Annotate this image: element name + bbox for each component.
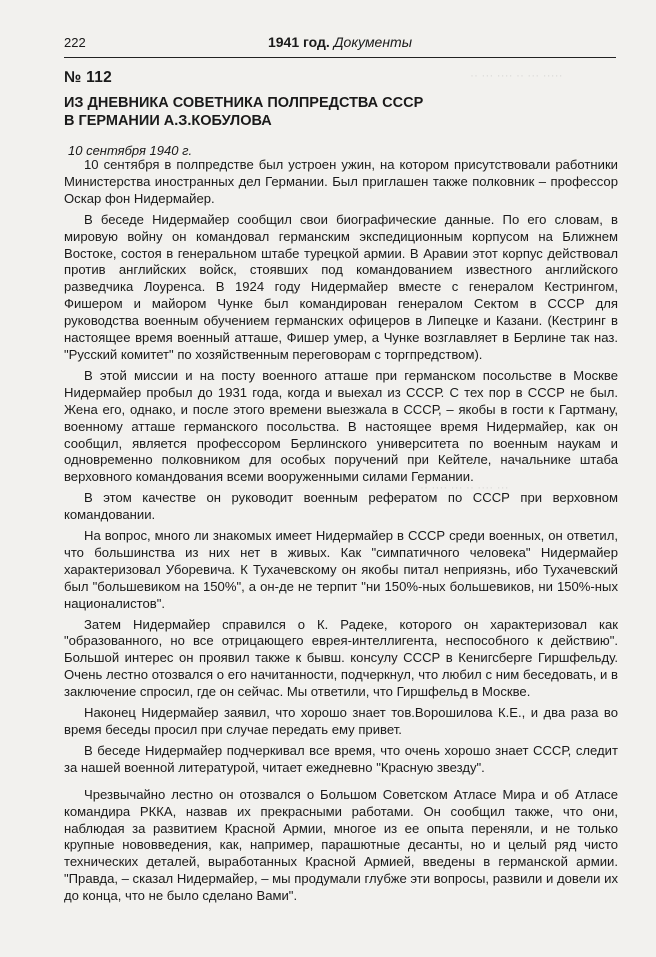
document-body <box>64 157 618 909</box>
document-title <box>64 94 604 130</box>
reverse-side-bleed-through: ·· ··· ···· ·· ··· ····· <box>470 68 563 82</box>
document-title-line-2: В ГЕРМАНИИ А.З.КОБУЛОВА <box>64 113 272 129</box>
running-header <box>64 31 616 58</box>
document-date: 10 сентября 1940 г. <box>68 143 193 158</box>
running-title-year: 1941 год. <box>267 34 330 50</box>
paragraph: В этом качестве он руководит военным рефератом по СССР при верховном командовании. <box>64 490 618 523</box>
paragraph: Наконец Нидермайер заявил, что хорошо знает тов.Ворошилова К.Е., и два раза во время беседы просил при случае передать ему привет. <box>64 705 618 737</box>
paragraph: На вопрос, много ли знакомых имеет Нидермайер в СССР среди военных, он ответил, что большинства из них нет в живых. Как "симпатичного человека" Нидермайер характеризовал Уборевича. К Тухачевскому он якобы питал неприязнь, ибо Тухачевский был "большевиком на 150%", а он-де не терпит "ни 150%-ных большевиков, ни 150%-ных националистов". <box>64 528 618 611</box>
running-title-collection: Документы <box>333 34 413 50</box>
document-title-line-1: ИЗ ДНЕВНИКА СОВЕТНИКА ПОЛПРЕДСТВА СССР <box>64 95 424 111</box>
paragraph: 10 сентября в полпредстве был устроен ужин, на котором присутствовали работники Министерства иностранных дел Германии. Был приглашен также полковник – профессор Оскар фон Нидермайер. <box>64 157 618 206</box>
paragraph: В беседе Нидермайер сообщил свои биографические данные. По его словам, в мировую войну он командовал германским экспедиционным корпусом на Ближнем Востоке, состоя в генеральном штабе турецкой армии. В Аравии этот корпус действовал против английских войск, стоявших под командованием известного английского разведчика Лоуренса. В 1924 году Нидермайер вместе с генералом Кестрингом, Фишером и майором Чунке был командирован генералом Сектом в СССР для руководства военным обучением германских офицеров в Липецке и Казани. (Кестринг в настоящее время военный атташе, Фишер умер, а Чунке возглавляет в Берлине так наз. "Русский комитет" по хозяйственным переговорам с торгпредством). <box>64 211 618 362</box>
document-number: № 112 <box>64 69 113 86</box>
paragraph: В беседе Нидермайер подчеркивал все время, что очень хорошо знает СССР, следит за нашей военной литературой, читает ежедневно "Красную звезду". <box>64 742 618 775</box>
page-number: 222 <box>64 35 86 50</box>
paragraph: В этой миссии и на посту военного атташе при германском посольстве в Москве Нидермайер пробыл до 1931 года, когда и выехал из СССР. С тех пор в СССР не был. Жена его, однако, и после этого времени выезжала в СССР, – якобы в гости к Гартману, военному атташе германского посольства. В настоящее время Нидермайер, как он сообщил, является профессором Берлинского университета по военным наукам и одновременно полковником для особых поручений при Кейтеле, начальнике штаба верховного командования всеми вооруженными силами Германии. <box>64 367 618 485</box>
reverse-side-bleed-through: ·· ···· ··· ·· ···· ··· <box>420 480 509 494</box>
paragraph: Чрезвычайно лестно он отозвался о Большом Советском Атласе Мира и об Атласе командира РККА, назвав их прекрасными работами. Он сообщил также, что они, наблюдая за развитием Красной Армии, многое из ее опыта переняли, и не только крупные нововведения, как, например, парашютные десанты, но и целый ряд чисто технических деталей, выработанных Красной Армией, введены в германской армии. "Правда, – сказал Нидермайер, – мы продумали глубже эти вопросы, развили и довели их до конца, что не было сделано Вами". <box>64 786 618 904</box>
running-title <box>64 34 616 50</box>
paragraph: Затем Нидермайер справился о К. Радеке, которого он характеризовал как "образованного, но все отрицающего еврея-интеллигента, неспособного к действию". Большой интерес он проявил также к бывш. консулу СССР в Кенигсберге Гиршфельду. Очень лестно отозвался о его начитанности, подчеркнул, что любил с ним беседовать, и в заключение спросил, где он сейчас. Мы ответили, что Гиршфельд в Москве. <box>64 616 618 700</box>
